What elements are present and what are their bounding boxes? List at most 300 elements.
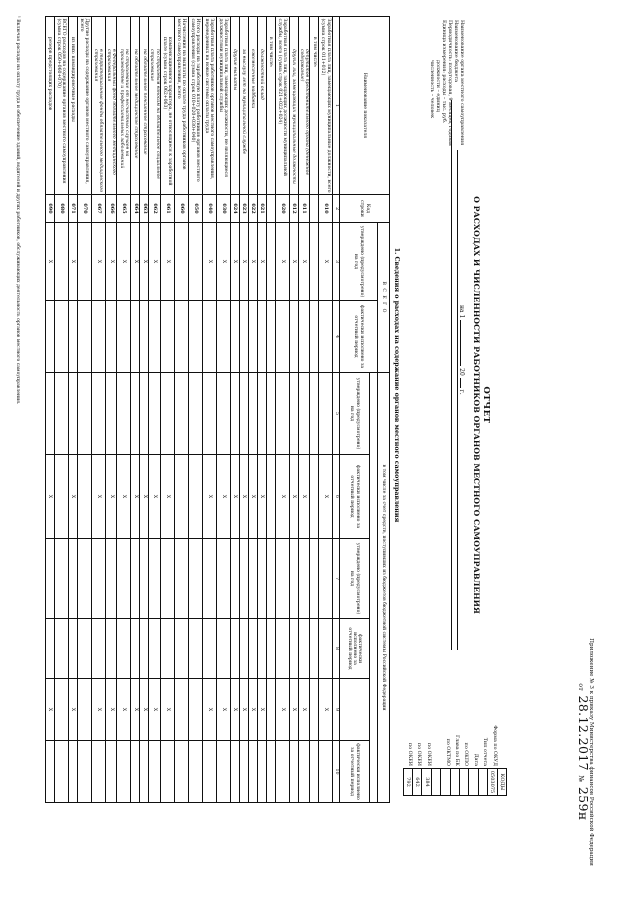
row-cell: X xyxy=(160,223,174,301)
row-cell xyxy=(54,301,68,373)
row-cell xyxy=(91,619,105,679)
row-cell xyxy=(105,741,116,803)
row-code: 012 xyxy=(289,195,298,223)
row-cell: X xyxy=(230,455,239,539)
row-cell xyxy=(77,741,91,803)
row-code: 020 xyxy=(275,195,289,223)
code-label: Тип отчета xyxy=(482,737,488,766)
table-row xyxy=(230,17,239,803)
row-cell xyxy=(216,741,230,803)
row-cell: X xyxy=(131,455,140,539)
row-cell xyxy=(319,539,333,619)
table-row xyxy=(188,17,202,803)
row-cell xyxy=(202,539,216,619)
row-cell xyxy=(68,373,77,455)
row-code: 023 xyxy=(239,195,248,223)
row-cell: X xyxy=(202,679,216,741)
row-cell xyxy=(319,373,333,455)
meta-org-name: Наименование органа местного самоуправления xyxy=(459,20,464,146)
row-cell: X xyxy=(140,223,149,301)
row-cell xyxy=(216,619,230,679)
row-cell xyxy=(310,539,319,619)
table-row xyxy=(131,17,140,803)
row-cell: X xyxy=(239,223,248,301)
row-cell xyxy=(77,373,91,455)
row-cell xyxy=(216,373,230,455)
row-cell: X xyxy=(91,455,105,539)
row-cell xyxy=(248,539,257,619)
row-cell: X xyxy=(230,223,239,301)
row-cell xyxy=(140,301,149,373)
header-actual-d: фактически исполнено за отчетный период xyxy=(340,741,370,803)
row-cell xyxy=(174,539,188,619)
row-cell xyxy=(266,373,275,455)
row-cell: X xyxy=(248,679,257,741)
row-cell xyxy=(310,679,319,741)
row-cell xyxy=(310,373,319,455)
row-cell xyxy=(117,619,131,679)
row-cell: X xyxy=(140,679,149,741)
row-cell xyxy=(239,619,248,679)
meta-unit-expenses: Единица измерения: расходы – тыс. руб. xyxy=(441,20,446,124)
appendix-number-prefix: № xyxy=(577,775,585,783)
header-budget-group: в том числе за счет средств, поступивших из бюджетов бюджетной системы Российской Федерации xyxy=(378,373,390,803)
column-number: 9 xyxy=(333,679,340,741)
row-cell: X xyxy=(117,455,131,539)
table-row xyxy=(77,17,91,803)
column-number: 10 xyxy=(333,741,340,803)
row-cell xyxy=(230,539,239,619)
row-indicator: депутатов представительного органа (денежное содержание) xyxy=(298,17,309,195)
table-row xyxy=(319,17,333,803)
code-label: Глава по БК xyxy=(454,734,459,766)
row-cell xyxy=(77,455,91,539)
row-cell xyxy=(149,373,160,455)
appendix-line: Приложение № 3 к приказу Министерства финансов Российской Федерации xyxy=(588,638,594,866)
row-cell xyxy=(266,679,275,741)
row-cell xyxy=(298,301,309,373)
row-cell xyxy=(174,679,188,741)
code-value xyxy=(478,769,487,796)
table-row xyxy=(289,17,298,803)
row-code: 080 xyxy=(54,195,68,223)
row-indicator: Заработная плата лиц, замещающих должности, не являющиеся должностями муниципальной службы xyxy=(216,17,230,195)
column-number: 1 xyxy=(333,17,340,195)
row-cell xyxy=(174,619,188,679)
row-indicator: компенсационного характера, не относящиеся к заработной плате (сумма строк 062+063) xyxy=(160,17,174,195)
row-cell xyxy=(188,539,202,619)
row-cell: X xyxy=(160,455,174,539)
row-indicator: ежемесячные надбавки xyxy=(248,17,257,195)
code-label: по ОКЕИ xyxy=(416,743,422,766)
column-number: 8 xyxy=(333,619,340,679)
period-suffix: г. xyxy=(458,389,465,395)
row-cell xyxy=(160,619,174,679)
row-cell: X xyxy=(289,455,298,539)
row-indicator: другие выплаты xyxy=(230,17,239,195)
row-cell xyxy=(54,223,68,301)
row-cell xyxy=(77,539,91,619)
row-cell xyxy=(275,301,289,373)
meta-budget-name: Наименование бюджета xyxy=(453,20,458,82)
row-cell xyxy=(54,455,68,539)
row-cell xyxy=(188,373,202,455)
report-period xyxy=(458,305,465,395)
table-row xyxy=(105,17,116,803)
row-cell xyxy=(91,539,105,619)
row-cell xyxy=(54,741,68,803)
row-cell: X xyxy=(105,455,116,539)
row-cell xyxy=(239,301,248,373)
row-cell xyxy=(91,741,105,803)
row-cell xyxy=(160,741,174,803)
row-cell: X xyxy=(298,455,309,539)
row-cell xyxy=(77,679,91,741)
row-cell xyxy=(257,301,266,373)
row-cell xyxy=(289,619,298,679)
row-cell: X xyxy=(149,455,160,539)
row-cell: X xyxy=(298,679,309,741)
row-cell xyxy=(275,741,289,803)
row-cell xyxy=(230,373,239,455)
codes-table xyxy=(403,768,507,796)
row-cell xyxy=(68,619,77,679)
row-cell: X xyxy=(68,455,77,539)
row-code xyxy=(310,195,319,223)
row-cell xyxy=(188,741,202,803)
row-cell xyxy=(68,539,77,619)
row-code: 066 xyxy=(105,195,116,223)
row-indicator: других лиц, замещающих муниципальные должности xyxy=(289,17,298,195)
row-cell xyxy=(68,741,77,803)
header-approved-c: утверждено (предусмотрено) на год xyxy=(340,539,370,619)
row-cell: X xyxy=(289,679,298,741)
meta-fill-line xyxy=(457,150,458,650)
row-cell: X xyxy=(131,679,140,741)
row-cell: X xyxy=(319,455,333,539)
row-cell xyxy=(310,223,319,301)
row-cell xyxy=(298,741,309,803)
table-row xyxy=(275,17,289,803)
code-value: 0503075 xyxy=(488,769,497,796)
header-approved-b: утверждено (предусмотрено) на год xyxy=(340,373,370,455)
row-cell: X xyxy=(91,679,105,741)
row-cell xyxy=(310,301,319,373)
table-row xyxy=(45,17,54,803)
row-indicator: Другие расходы на содержание органов местного самоуправления, всего xyxy=(77,17,91,195)
appendix-date: 28.12.2017 xyxy=(576,695,591,772)
row-indicator: в том числе: xyxy=(266,17,275,195)
row-code: 011 xyxy=(298,195,309,223)
row-code: 065 xyxy=(117,195,131,223)
row-cell xyxy=(266,301,275,373)
row-code xyxy=(266,195,275,223)
period-year: 20 xyxy=(458,368,465,376)
row-indicator: Итого расходы на заработную плату работников органов местного самоуправления (сумма строк 010+020+030+040) xyxy=(188,17,202,195)
appendix-date-prefix: от xyxy=(577,683,584,692)
row-cell xyxy=(298,619,309,679)
row-cell xyxy=(275,539,289,619)
row-cell xyxy=(174,301,188,373)
row-indicator: за выслугу лет на муниципальной службе xyxy=(239,17,248,195)
row-code: 071 xyxy=(68,195,77,223)
report-title-line2: О РАСХОДАХ И ЧИСЛЕННОСТИ РАБОТНИКОВ ОРГАНОВ МЕСТНОГО САМОУПРАВЛЕНИЯ xyxy=(472,196,481,614)
row-cell xyxy=(319,741,333,803)
row-indicator: Заработная плата работников органов местного самоуправления, переведенных на новые системы оплаты труда xyxy=(202,17,216,195)
column-number: 3 xyxy=(333,223,340,301)
code-label: по ОКПО xyxy=(463,742,469,766)
row-cell: X xyxy=(248,455,257,539)
table-row xyxy=(160,17,174,803)
row-cell: X xyxy=(105,223,116,301)
row-cell xyxy=(248,301,257,373)
code-label: по ОКТМО xyxy=(444,738,450,766)
row-cell xyxy=(45,619,54,679)
header-actual-c: фактически исполнено за отчетный период xyxy=(340,619,370,679)
column-number: 7 xyxy=(333,539,340,619)
row-cell: X xyxy=(257,223,266,301)
row-cell: X xyxy=(230,679,239,741)
row-code: 030 xyxy=(216,195,230,223)
row-cell: X xyxy=(140,455,149,539)
row-cell xyxy=(45,741,54,803)
appendix-number: 259н xyxy=(576,786,591,821)
row-code: 040 xyxy=(202,195,216,223)
row-cell xyxy=(230,619,239,679)
header-indicator: Наименование показателя xyxy=(340,17,390,195)
row-cell xyxy=(310,619,319,679)
row-cell: X xyxy=(202,223,216,301)
section-title: 1. Сведения о расходах на содержание органов местного самоуправления xyxy=(393,247,400,523)
row-cell: X xyxy=(45,223,54,301)
header-approved: утверждено (предусмотрено) на год xyxy=(340,223,378,301)
table-row xyxy=(310,17,319,803)
row-cell xyxy=(160,539,174,619)
row-cell xyxy=(174,373,188,455)
row-code: 050 xyxy=(188,195,202,223)
row-indicator: Начисления на выплаты по оплате труда работников органов местного самоуправления, всего xyxy=(174,17,188,195)
row-indicator: ВСЕГО расходов на содержание органов местного самоуправления (сумма строк 050+060+070) xyxy=(54,17,68,195)
header-actual: фактически исполнено за отчетный период xyxy=(340,301,378,373)
column-number: 6 xyxy=(333,455,340,539)
row-cell xyxy=(188,301,202,373)
expenses-table xyxy=(45,16,390,803)
column-number: 5 xyxy=(333,373,340,455)
code-label: по ОКЕИ xyxy=(407,743,412,766)
row-cell xyxy=(248,741,257,803)
code-label: Дата xyxy=(472,753,478,766)
row-cell: X xyxy=(117,223,131,301)
row-cell xyxy=(105,373,116,455)
row-cell: X xyxy=(202,455,216,539)
row-cell: X xyxy=(239,455,248,539)
row-cell xyxy=(248,373,257,455)
row-cell xyxy=(216,539,230,619)
row-cell xyxy=(160,373,174,455)
row-cell xyxy=(91,373,105,455)
code-value xyxy=(441,769,450,796)
row-code: 062 xyxy=(149,195,160,223)
table-row xyxy=(266,17,275,803)
row-cell: X xyxy=(289,223,298,301)
row-cell xyxy=(77,619,91,679)
row-code: 067 xyxy=(91,195,105,223)
row-cell xyxy=(117,301,131,373)
row-cell xyxy=(188,223,202,301)
row-cell: X xyxy=(216,679,230,741)
row-cell xyxy=(266,223,275,301)
row-cell xyxy=(54,373,68,455)
row-cell xyxy=(266,741,275,803)
row-cell xyxy=(45,301,54,373)
meta-fill-line xyxy=(451,100,452,650)
row-cell xyxy=(257,619,266,679)
row-cell xyxy=(239,741,248,803)
row-cell xyxy=(188,619,202,679)
row-code: 064 xyxy=(131,195,140,223)
row-code: 060 xyxy=(174,195,188,223)
row-cell xyxy=(174,741,188,803)
row-cell: X xyxy=(105,679,116,741)
row-cell: X xyxy=(216,455,230,539)
row-cell xyxy=(257,373,266,455)
appendix-note xyxy=(577,622,594,882)
row-cell: X xyxy=(298,223,309,301)
row-cell: X xyxy=(131,223,140,301)
code-value xyxy=(431,769,440,796)
row-cell: X xyxy=(275,223,289,301)
row-indicator: в том числе: xyxy=(310,17,319,195)
table-row xyxy=(174,17,188,803)
row-cell xyxy=(298,373,309,455)
row-cell xyxy=(257,539,266,619)
table-row xyxy=(68,17,77,803)
row-cell xyxy=(174,223,188,301)
period-prefix: на 1 xyxy=(458,305,465,319)
row-cell xyxy=(216,301,230,373)
code-label: по ОКЕИ xyxy=(425,743,431,766)
row-cell xyxy=(117,373,131,455)
table-row xyxy=(257,17,266,803)
report-title xyxy=(472,170,490,640)
report-title-line1: ОТЧЕТ xyxy=(481,386,491,424)
row-cell xyxy=(131,741,140,803)
row-code: 090 xyxy=(45,195,54,223)
code-value: 384 xyxy=(422,769,431,796)
row-cell xyxy=(54,539,68,619)
row-cell xyxy=(105,619,116,679)
table-row xyxy=(91,17,105,803)
row-cell xyxy=(45,539,54,619)
row-cell xyxy=(54,619,68,679)
row-code: 010 xyxy=(319,195,333,223)
row-cell: X xyxy=(149,223,160,301)
row-cell xyxy=(239,539,248,619)
row-indicator: в Федеральный фонд обязательного медицинского страхования xyxy=(105,17,116,195)
row-cell xyxy=(149,619,160,679)
row-cell xyxy=(77,301,91,373)
row-cell xyxy=(174,455,188,539)
row-cell xyxy=(131,373,140,455)
row-code: 024 xyxy=(230,195,239,223)
row-cell xyxy=(68,301,77,373)
row-cell xyxy=(289,301,298,373)
row-cell: X xyxy=(68,223,77,301)
header-approved-d xyxy=(340,679,370,741)
row-cell xyxy=(248,619,257,679)
row-cell: X xyxy=(117,679,131,741)
row-indicator: должностной оклад xyxy=(257,17,266,195)
table-row xyxy=(239,17,248,803)
row-cell xyxy=(202,741,216,803)
row-cell xyxy=(257,741,266,803)
row-cell xyxy=(230,301,239,373)
code-value xyxy=(450,769,459,796)
row-cell xyxy=(230,741,239,803)
row-cell xyxy=(275,619,289,679)
code-label: Форма по ОКУД xyxy=(491,725,497,766)
row-cell: X xyxy=(45,455,54,539)
row-cell xyxy=(266,455,275,539)
row-cell xyxy=(266,619,275,679)
row-cell xyxy=(239,373,248,455)
row-cell xyxy=(188,455,202,539)
row-cell xyxy=(91,301,105,373)
row-indicator: на страхование от несчастных случаев на производстве и профессиональных заболеваний xyxy=(117,17,131,195)
row-indicator: резерв предстоящих расходов xyxy=(45,17,54,195)
row-cell xyxy=(266,539,275,619)
header-subgroup xyxy=(370,373,378,803)
row-cell xyxy=(140,373,149,455)
row-cell xyxy=(310,741,319,803)
row-cell xyxy=(289,741,298,803)
row-cell xyxy=(131,301,140,373)
row-cell xyxy=(149,539,160,619)
row-cell xyxy=(319,301,333,373)
code-value xyxy=(469,769,478,796)
row-cell xyxy=(77,223,91,301)
table-row xyxy=(202,17,216,803)
row-code: 063 xyxy=(140,195,149,223)
row-cell: X xyxy=(91,223,105,301)
row-cell xyxy=(117,539,131,619)
table-row xyxy=(149,17,160,803)
header-actual-b: фактически исполнено за отчетный период xyxy=(340,455,370,539)
row-cell xyxy=(149,741,160,803)
row-cell xyxy=(140,539,149,619)
row-cell xyxy=(117,741,131,803)
row-cell xyxy=(289,373,298,455)
header-code: Код строки xyxy=(340,195,390,223)
row-cell: X xyxy=(160,679,174,741)
row-cell xyxy=(275,373,289,455)
table-row xyxy=(140,17,149,803)
row-cell: X xyxy=(68,679,77,741)
column-number: 2 xyxy=(333,195,340,223)
header-total: В С Е Г О xyxy=(378,223,390,373)
meta-periodicity: Периодичность: полугодовая, 9 месяцев, годовая xyxy=(447,20,452,146)
row-cell xyxy=(149,301,160,373)
row-code: 070 xyxy=(77,195,91,223)
row-code: 021 xyxy=(257,195,266,223)
table-row xyxy=(216,17,230,803)
row-cell: X xyxy=(239,679,248,741)
row-indicator: Заработная плата лиц, замещающих муниципальные должности, всего (сумма строк 011+012) xyxy=(320,18,331,193)
row-cell xyxy=(140,741,149,803)
row-cell xyxy=(319,619,333,679)
row-cell xyxy=(289,539,298,619)
row-cell: X xyxy=(319,223,333,301)
